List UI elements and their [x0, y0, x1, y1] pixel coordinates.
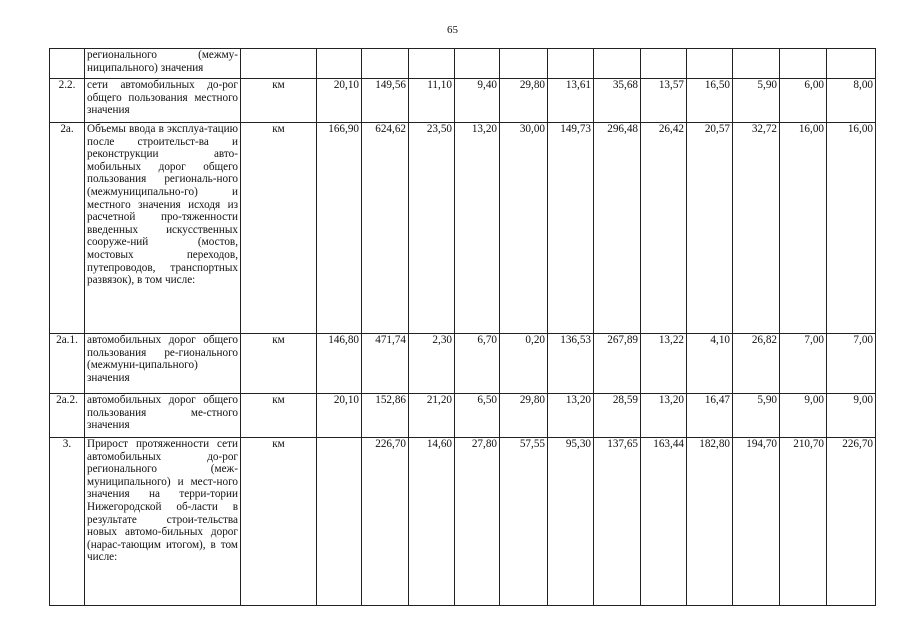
row-value-cell: 163,44: [641, 438, 687, 606]
table-row: [50, 334, 876, 394]
row-value-cell: 95,30: [548, 438, 594, 606]
row-value-cell: 13,20: [548, 394, 594, 438]
row-value-cell: [455, 49, 500, 79]
row-value-cell: 194,70: [733, 438, 780, 606]
row-unit-cell: км: [241, 394, 317, 438]
row-value-cell: [733, 49, 780, 79]
row-value-cell: 136,53: [548, 334, 594, 394]
row-value-cell: 13,22: [641, 334, 687, 394]
row-value-cell: 28,59: [594, 394, 641, 438]
row-unit-cell: км: [241, 123, 317, 334]
table-row: [50, 438, 876, 606]
row-unit-cell: км: [241, 438, 317, 606]
row-description-cell: регионального (межму-ниципального) значения: [85, 49, 241, 79]
row-value-cell: 9,00: [780, 394, 827, 438]
row-value-cell: 16,00: [827, 123, 876, 334]
table-row: [50, 123, 876, 334]
row-value-cell: 23,50: [409, 123, 455, 334]
page-number: 65: [447, 24, 458, 36]
row-value-cell: 9,00: [827, 394, 876, 438]
row-value-cell: 13,20: [641, 394, 687, 438]
row-value-cell: [317, 49, 362, 79]
row-value-cell: 6,00: [780, 79, 827, 123]
row-value-cell: [594, 49, 641, 79]
row-unit-cell: км: [241, 79, 317, 123]
row-value-cell: 226,70: [362, 438, 409, 606]
row-value-cell: [500, 49, 548, 79]
row-value-cell: 13,61: [548, 79, 594, 123]
row-value-cell: 471,74: [362, 334, 409, 394]
row-value-cell: 182,80: [687, 438, 733, 606]
row-value-cell: 16,47: [687, 394, 733, 438]
row-value-cell: 6,50: [455, 394, 500, 438]
table-row: [50, 49, 876, 79]
row-value-cell: 20,57: [687, 123, 733, 334]
row-value-cell: 210,70: [780, 438, 827, 606]
row-value-cell: 26,42: [641, 123, 687, 334]
row-value-cell: [317, 438, 362, 606]
row-description-cell: Прирост протяженности сети автомобильных до-рог регионального (меж-муниципального) и мест-ного значения на терри-тории Нижегородской об-ласти в результате строи-тельства новых автомо-бильных дорог (нарас-тающим итогом), в том числе:: [85, 438, 241, 606]
row-number-cell: 2.2.: [50, 79, 85, 123]
row-value-cell: 624,62: [362, 123, 409, 334]
row-value-cell: 5,90: [733, 394, 780, 438]
row-number-cell: 2а.: [50, 123, 85, 334]
row-value-cell: 267,89: [594, 334, 641, 394]
row-value-cell: 149,56: [362, 79, 409, 123]
row-value-cell: 137,65: [594, 438, 641, 606]
row-value-cell: 296,48: [594, 123, 641, 334]
row-value-cell: 226,70: [827, 438, 876, 606]
row-value-cell: 57,55: [500, 438, 548, 606]
row-value-cell: [548, 49, 594, 79]
row-value-cell: 7,00: [827, 334, 876, 394]
row-description-cell: автомобильных дорог общего пользования ре-гионального (межмуни-ципального) значения: [85, 334, 241, 394]
row-value-cell: 5,90: [733, 79, 780, 123]
row-number-cell: 2а.1.: [50, 334, 85, 394]
row-description-cell: автомобильных дорог общего пользования ме-стного значения: [85, 394, 241, 438]
row-value-cell: 4,10: [687, 334, 733, 394]
row-value-cell: 16,00: [780, 123, 827, 334]
row-description-cell: сети автомобильных до-рог общего пользования местного значения: [85, 79, 241, 123]
row-value-cell: 21,20: [409, 394, 455, 438]
row-unit-cell: [241, 49, 317, 79]
row-value-cell: [687, 49, 733, 79]
row-value-cell: [409, 49, 455, 79]
row-value-cell: 14,60: [409, 438, 455, 606]
table-row: [50, 394, 876, 438]
row-value-cell: 13,20: [455, 123, 500, 334]
row-value-cell: 166,90: [317, 123, 362, 334]
row-value-cell: 9,40: [455, 79, 500, 123]
table-row: [50, 79, 876, 123]
row-value-cell: 146,80: [317, 334, 362, 394]
row-value-cell: [780, 49, 827, 79]
row-value-cell: 11,10: [409, 79, 455, 123]
row-number-cell: [50, 49, 85, 79]
row-value-cell: 0,20: [500, 334, 548, 394]
row-value-cell: 20,10: [317, 394, 362, 438]
row-unit-cell: км: [241, 334, 317, 394]
row-value-cell: 26,82: [733, 334, 780, 394]
row-number-cell: 2а.2.: [50, 394, 85, 438]
row-number-cell: 3.: [50, 438, 85, 606]
row-value-cell: 6,70: [455, 334, 500, 394]
row-value-cell: [641, 49, 687, 79]
row-value-cell: 2,30: [409, 334, 455, 394]
row-value-cell: 8,00: [827, 79, 876, 123]
row-value-cell: [362, 49, 409, 79]
row-value-cell: 16,50: [687, 79, 733, 123]
row-value-cell: [827, 49, 876, 79]
row-value-cell: 29,80: [500, 394, 548, 438]
data-table: [49, 48, 876, 606]
row-value-cell: 13,57: [641, 79, 687, 123]
row-value-cell: 152,86: [362, 394, 409, 438]
row-description-cell: Объемы ввода в эксплуа-тацию после строительст-ва и реконструкции авто-мобильных дорог общего пользования региональ-ного (межмуниципально-го) и местного значения исходя из расчетной про-тяженности введенных искусственных сооруже-ний (мостов, мостовых переходов, путепроводов, транспортных развязок), в том числе:: [85, 123, 241, 334]
row-value-cell: 29,80: [500, 79, 548, 123]
row-value-cell: 20,10: [317, 79, 362, 123]
row-value-cell: 27,80: [455, 438, 500, 606]
row-value-cell: 149,73: [548, 123, 594, 334]
row-value-cell: 30,00: [500, 123, 548, 334]
row-value-cell: 35,68: [594, 79, 641, 123]
row-value-cell: 7,00: [780, 334, 827, 394]
row-value-cell: 32,72: [733, 123, 780, 334]
